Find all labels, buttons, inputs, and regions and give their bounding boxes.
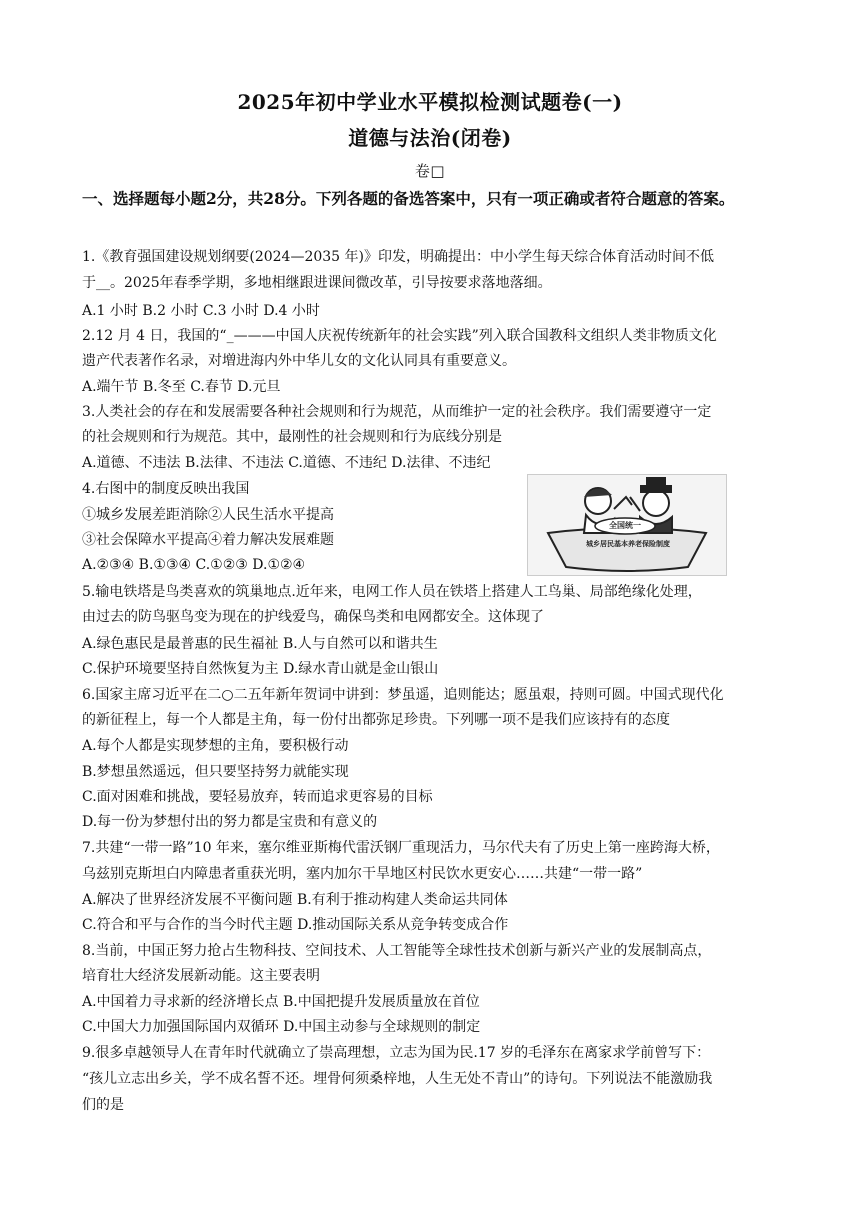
text-line: 2.12 月 4 日，我国的“_———中国人庆祝传统新年的社会实践”列入联合国教科文组织人类非物质文化 bbox=[82, 328, 717, 344]
text-line: 1.《教育强国建设规划纲要(2024—2035 年)》印发，明确提出：中小学生每天综合体育活动时间不低 bbox=[82, 249, 714, 265]
subject-title: 道德与法治(闭卷) bbox=[348, 126, 512, 150]
text-line: 3.人类社会的存在和发展需要各种社会规则和行为规范，从而维护一定的社会秩序。我们需要遵守一定 bbox=[82, 404, 712, 420]
text-line: 7.共建“一带一路”10 年来，塞尔维亚斯梅代雷沃钢厂重现活力，马尔代夫有了历史上第一座跨海大桥， bbox=[82, 840, 720, 856]
text-line: 9.很多卓越领导人在青年时代就确立了崇高理想，立志为国为民.17 岁的毛泽东在离家求学前曾写下： bbox=[82, 1045, 711, 1061]
pension-cartoon-figure bbox=[527, 474, 727, 576]
text-line: 乌兹别克斯坦白内障患者重获光明，塞内加尔干旱地区村民饮水更安心……共建“一带一路” bbox=[82, 866, 643, 882]
text-line: 5.输电铁塔是鸟类喜欢的筑巢地点.近年来，电网工作人员在铁塔上搭建人工鸟巢、局部绝缘化处理， bbox=[82, 584, 702, 600]
text-line: 于__。2025年春季学期，多地相继跟进课间微改革，引导按要求落地落细。 bbox=[82, 275, 552, 291]
volume-label: 卷□ bbox=[414, 162, 446, 180]
option-line: A.中国着力寻求新的经济增长点 B.中国把提升发展质量放在首位 bbox=[82, 994, 480, 1010]
option-line: C.符合和平与合作的当今时代主题 D.推动国际关系从竞争转变成合作 bbox=[82, 917, 509, 933]
text-line: 培育壮大经济发展新动能。这主要表明 bbox=[82, 968, 320, 984]
text-line: 6.国家主席习近平在二○二五年新年贺词中讲到：梦虽遥，追则能达；愿虽艰，持则可圆。中国式现代化 bbox=[82, 687, 724, 703]
text-line: 们的是 bbox=[82, 1097, 124, 1113]
text-line: “孩儿立志出乡关，学不成名誓不还。埋骨何须桑梓地，人生无处不青山”的诗句。下列说法不能激励我 bbox=[82, 1071, 713, 1087]
text-line: 4.右图中的制度反映出我国 bbox=[82, 481, 250, 497]
text-line: ③社会保障水平提高④着力解决发展难题 bbox=[82, 532, 334, 548]
option-line: A.每个人都是实现梦想的主角，要积极行动 bbox=[82, 738, 349, 754]
option-line: A.解决了世界经济发展不平衡问题 B.有利于推动构建人类命运共同体 bbox=[82, 892, 508, 908]
cartoon-badge-text: 全国统一 bbox=[609, 520, 641, 530]
option-line: C.面对困难和挑战，要轻易放弃，转而追求更容易的目标 bbox=[82, 789, 433, 805]
exam-title: 2025年初中学业水平模拟检测试题卷(一) bbox=[237, 90, 623, 114]
option-line: A.道德、不违法 B.法律、不违法 C.道德、不违纪 D.法律、不违纪 bbox=[82, 455, 491, 471]
option-line: A.②③④ B.①③④ C.①②③ D.①②④ bbox=[82, 557, 306, 573]
option-line: D.每一份为梦想付出的努力都是宝贵和有意义的 bbox=[82, 814, 378, 830]
text-line: 的新征程上，每一个人都是主角，每一份付出都弥足珍贵。下列哪一项不是我们应该持有的态度 bbox=[82, 712, 670, 728]
text-line: 的社会规则和行为规范。其中，最刚性的社会规则和行为底线分别是 bbox=[82, 429, 502, 445]
text-line: 遗产代表著作名录，对増进海内外中华儿女的文化认同具有重要意义。 bbox=[82, 353, 516, 369]
text-line: 8.当前，中国正努力抢占生物科技、空间技术、人工智能等全球性技术创新与新兴产业的发展制高点， bbox=[82, 943, 712, 959]
option-line: A.绿色惠民是最普惠的民生福祉 B.人与自然可以和谐共生 bbox=[82, 636, 438, 652]
text-line: ①城乡发展差距消除②人民生活水平提高 bbox=[82, 507, 334, 523]
cartoon-caption-text: 城乡居民基本养老保险制度 bbox=[586, 539, 670, 548]
section-heading: 一、选择题每小题2分，共28分。下列各题的备选答案中，只有一项正确或者符合题意的答案。 bbox=[82, 189, 735, 208]
option-line: C.保护环境要坚持自然恢复为主 D.绿水青山就是金山银山 bbox=[82, 661, 439, 677]
option-line: A.端午节 B.冬至 C.春节 D.元旦 bbox=[82, 379, 281, 395]
option-line: B.梦想虽然遥远，但只要坚持努力就能实现 bbox=[82, 764, 349, 780]
option-line: A.1 小时 B.2 小时 C.3 小时 D.4 小时 bbox=[82, 303, 320, 319]
option-line: C.中国大力加强国际国内双循环 D.中国主动参与全球规则的制定 bbox=[82, 1019, 481, 1035]
text-line: 由过去的防鸟驱鸟变为现在的护线爱鸟，确保鸟类和电网都安全。这体现了 bbox=[82, 609, 544, 625]
